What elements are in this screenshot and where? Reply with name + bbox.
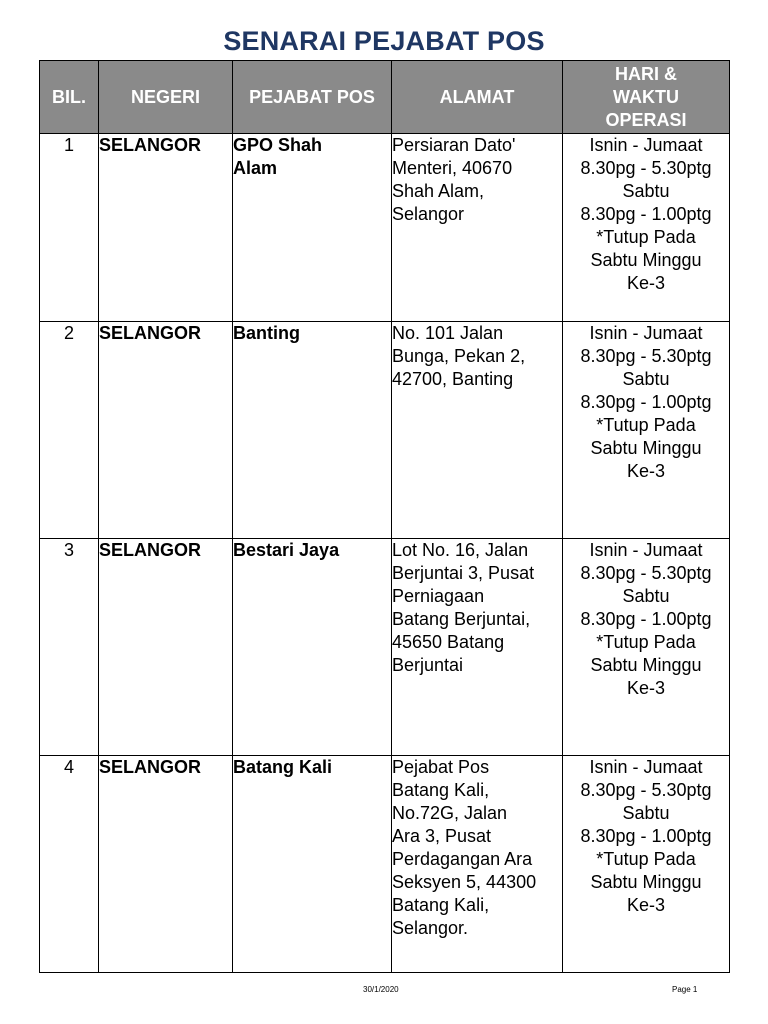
- header-hari-line: HARI &: [615, 63, 677, 84]
- post-office-table: [39, 60, 730, 973]
- alamat-line: Seksyen 5, 44300: [392, 872, 537, 892]
- cell-bil: 4: [40, 756, 99, 973]
- hari-line: *Tutup Pada: [596, 849, 696, 869]
- cell-pejabat-pos: [233, 322, 392, 539]
- hari-line: Sabtu Minggu: [590, 438, 702, 458]
- hari-line: 8.30pg - 5.30ptg: [580, 158, 712, 178]
- cell-negeri: SELANGOR: [99, 134, 233, 322]
- hari-line: Sabtu: [622, 803, 670, 823]
- cell-alamat: [392, 322, 563, 539]
- cell-alamat: [392, 134, 563, 322]
- hari-line: Isnin - Jumaat: [589, 135, 703, 155]
- cell-bil: 1: [40, 134, 99, 322]
- header-alamat: ALAMAT: [392, 61, 563, 134]
- hari-line: *Tutup Pada: [596, 415, 696, 435]
- pejabat-line: Alam: [233, 158, 278, 178]
- hari-line: 8.30pg - 1.00ptg: [580, 609, 712, 629]
- alamat-line: Ara 3, Pusat: [392, 826, 492, 846]
- cell-hari-waktu: [563, 756, 730, 973]
- cell-bil: 3: [40, 539, 99, 756]
- hari-line: Sabtu Minggu: [590, 250, 702, 270]
- pejabat-line: Batang Kali: [233, 757, 333, 777]
- alamat-line: Berjuntai: [392, 655, 464, 675]
- header-hari-line: WAKTU: [613, 86, 679, 107]
- table-row: [40, 322, 730, 539]
- alamat-line: Pejabat Pos: [392, 757, 490, 777]
- hari-line: Ke-3: [626, 273, 666, 293]
- hari-line: 8.30pg - 1.00ptg: [580, 392, 712, 412]
- hari-line: *Tutup Pada: [596, 632, 696, 652]
- header-negeri: NEGERI: [99, 61, 233, 134]
- hari-line: 8.30pg - 1.00ptg: [580, 826, 712, 846]
- hari-line: Sabtu: [622, 369, 670, 389]
- hari-line: Ke-3: [626, 895, 666, 915]
- header-hari-waktu-operasi: [563, 61, 730, 134]
- hari-line: Sabtu Minggu: [590, 655, 702, 675]
- cell-alamat: [392, 539, 563, 756]
- alamat-line: Shah Alam,: [392, 181, 485, 201]
- footer-date: 30/1/2020: [363, 985, 399, 994]
- cell-pejabat-pos: [233, 134, 392, 322]
- alamat-line: Batang Kali,: [392, 780, 490, 800]
- alamat-line: Persiaran Dato': [392, 135, 516, 155]
- hari-line: Isnin - Jumaat: [589, 540, 703, 560]
- alamat-line: Berjuntai 3, Pusat: [392, 563, 535, 583]
- alamat-line: Menteri, 40670: [392, 158, 513, 178]
- hari-line: Sabtu: [622, 586, 670, 606]
- header-pejabat-pos: PEJABAT POS: [233, 61, 392, 134]
- hari-line: Sabtu: [622, 181, 670, 201]
- hari-line: 8.30pg - 5.30ptg: [580, 346, 712, 366]
- header-bil: BIL.: [40, 61, 99, 134]
- hari-line: *Tutup Pada: [596, 227, 696, 247]
- page-title: SENARAI PEJABAT POS: [223, 26, 545, 56]
- cell-negeri: SELANGOR: [99, 756, 233, 973]
- cell-pejabat-pos: [233, 756, 392, 973]
- hari-line: 8.30pg - 1.00ptg: [580, 204, 712, 224]
- alamat-line: 42700, Banting: [392, 369, 514, 389]
- pejabat-line: Banting: [233, 323, 300, 343]
- cell-hari-waktu: [563, 539, 730, 756]
- alamat-line: 45650 Batang: [392, 632, 505, 652]
- table-header-row: [40, 61, 730, 134]
- alamat-line: Selangor.: [392, 918, 469, 938]
- alamat-line: Perniagaan: [392, 586, 485, 606]
- alamat-line: No. 101 Jalan: [392, 323, 504, 343]
- hari-line: Isnin - Jumaat: [589, 323, 703, 343]
- table-row: [40, 539, 730, 756]
- alamat-line: Batang Berjuntai,: [392, 609, 531, 629]
- alamat-line: Perdagangan Ara: [392, 849, 533, 869]
- alamat-line: No.72G, Jalan: [392, 803, 508, 823]
- pejabat-line: Bestari Jaya: [233, 540, 340, 560]
- cell-negeri: SELANGOR: [99, 539, 233, 756]
- hari-line: Isnin - Jumaat: [589, 757, 703, 777]
- cell-alamat: [392, 756, 563, 973]
- cell-hari-waktu: [563, 134, 730, 322]
- alamat-line: Lot No. 16, Jalan: [392, 540, 529, 560]
- header-hari-line: OPERASI: [605, 109, 687, 130]
- cell-hari-waktu: [563, 322, 730, 539]
- hari-line: Sabtu Minggu: [590, 872, 702, 892]
- table-row: [40, 756, 730, 973]
- hari-line: 8.30pg - 5.30ptg: [580, 780, 712, 800]
- hari-line: Ke-3: [626, 461, 666, 481]
- cell-negeri: SELANGOR: [99, 322, 233, 539]
- alamat-line: Batang Kali,: [392, 895, 490, 915]
- hari-line: Ke-3: [626, 678, 666, 698]
- alamat-line: Selangor: [392, 204, 465, 224]
- table-row: [40, 134, 730, 322]
- pejabat-line: GPO Shah: [233, 135, 323, 155]
- cell-pejabat-pos: [233, 539, 392, 756]
- footer-page-number: Page 1: [672, 985, 698, 994]
- alamat-line: Bunga, Pekan 2,: [392, 346, 526, 366]
- hari-line: 8.30pg - 5.30ptg: [580, 563, 712, 583]
- cell-bil: 2: [40, 322, 99, 539]
